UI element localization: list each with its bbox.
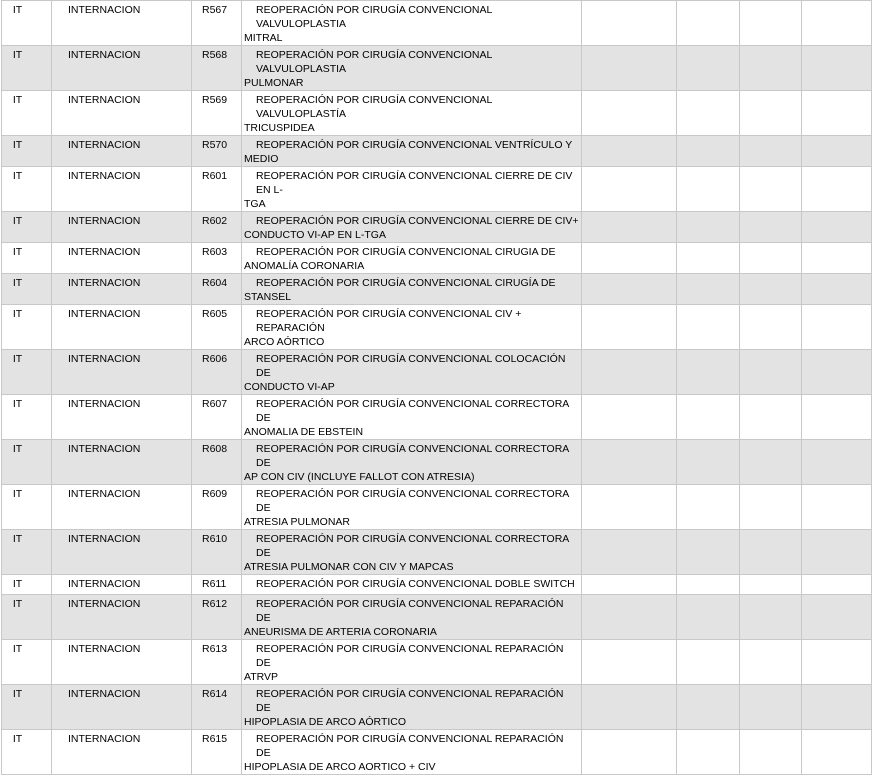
table-row xyxy=(2,350,872,395)
empty-cell xyxy=(677,440,740,485)
area-cell: INTERNACION xyxy=(52,305,192,350)
description-continuation: MITRAL xyxy=(244,32,283,44)
description-cell xyxy=(242,91,582,136)
description-continuation: ARCO AÓRTICO xyxy=(244,336,325,348)
empty-cell xyxy=(677,595,740,640)
description-line: REOPERACIÓN POR CIRUGÍA CONVENCIONAL CIRUGIA DE xyxy=(256,246,556,258)
empty-cell xyxy=(740,350,802,395)
tipo-cell: IT xyxy=(2,167,52,212)
area-cell: INTERNACION xyxy=(52,640,192,685)
table-row xyxy=(2,395,872,440)
description-continuation: CONDUCTO VI-AP EN L-TGA xyxy=(244,229,386,241)
description-continuation: HIPOPLASIA DE ARCO AÓRTICO xyxy=(244,716,407,728)
empty-cell xyxy=(740,91,802,136)
empty-cell xyxy=(740,212,802,243)
description-continuation: ATRVP xyxy=(244,671,279,683)
tipo-cell: IT xyxy=(2,685,52,730)
description-cell xyxy=(242,274,582,305)
description-cell xyxy=(242,595,582,640)
description-continuation: ANOMALIA DE EBSTEIN xyxy=(244,426,364,438)
empty-cell xyxy=(802,485,872,530)
area-cell: INTERNACION xyxy=(52,1,192,46)
description-continuation: PULMONAR xyxy=(244,77,304,89)
table-row xyxy=(2,274,872,305)
table-row xyxy=(2,595,872,640)
tipo-cell: IT xyxy=(2,640,52,685)
table-row xyxy=(2,575,872,595)
empty-cell xyxy=(582,730,677,775)
description-continuation: MEDIO xyxy=(244,153,279,165)
tipo-cell: IT xyxy=(2,274,52,305)
empty-cell xyxy=(582,485,677,530)
empty-cell xyxy=(677,305,740,350)
empty-cell xyxy=(802,1,872,46)
empty-cell xyxy=(582,530,677,575)
empty-cell xyxy=(582,91,677,136)
empty-cell xyxy=(677,212,740,243)
empty-cell xyxy=(802,350,872,395)
code-cell: R569 xyxy=(192,91,242,136)
description-cell xyxy=(242,640,582,685)
area-cell: INTERNACION xyxy=(52,91,192,136)
table-row xyxy=(2,305,872,350)
empty-cell xyxy=(677,167,740,212)
table-row xyxy=(2,91,872,136)
area-cell: INTERNACION xyxy=(52,212,192,243)
description-cell xyxy=(242,1,582,46)
tipo-cell: IT xyxy=(2,730,52,775)
description-line: REOPERACIÓN POR CIRUGÍA CONVENCIONAL REPARACIÓN DE xyxy=(256,598,564,624)
description-continuation: STANSEL xyxy=(244,291,292,303)
empty-cell xyxy=(802,46,872,91)
description-cell xyxy=(242,167,582,212)
table-body xyxy=(2,1,872,775)
table-row xyxy=(2,485,872,530)
empty-cell xyxy=(582,305,677,350)
empty-cell xyxy=(677,46,740,91)
empty-cell xyxy=(740,530,802,575)
empty-cell xyxy=(740,685,802,730)
area-cell: INTERNACION xyxy=(52,485,192,530)
code-cell: R570 xyxy=(192,136,242,167)
description-line: REOPERACIÓN POR CIRUGÍA CONVENCIONAL CORRECTORA DE xyxy=(256,398,569,424)
area-cell: INTERNACION xyxy=(52,243,192,274)
description-line: REOPERACIÓN POR CIRUGÍA CONVENCIONAL CIERRE DE CIV EN L- xyxy=(256,170,573,196)
tipo-cell: IT xyxy=(2,91,52,136)
empty-cell xyxy=(582,46,677,91)
description-continuation: TRICUSPIDEA xyxy=(244,122,315,134)
empty-cell xyxy=(740,136,802,167)
area-cell: INTERNACION xyxy=(52,685,192,730)
tipo-cell: IT xyxy=(2,530,52,575)
description-cell xyxy=(242,243,582,274)
area-cell: INTERNACION xyxy=(52,440,192,485)
tipo-cell: IT xyxy=(2,212,52,243)
empty-cell xyxy=(740,575,802,595)
table-row xyxy=(2,685,872,730)
empty-cell xyxy=(740,1,802,46)
area-cell: INTERNACION xyxy=(52,595,192,640)
description-line: REOPERACIÓN POR CIRUGÍA CONVENCIONAL VALVULOPLASTIA xyxy=(256,49,492,75)
description-cell xyxy=(242,730,582,775)
tipo-cell: IT xyxy=(2,136,52,167)
empty-cell xyxy=(740,440,802,485)
description-cell xyxy=(242,136,582,167)
empty-cell xyxy=(802,440,872,485)
area-cell: INTERNACION xyxy=(52,167,192,212)
empty-cell xyxy=(740,274,802,305)
area-cell: INTERNACION xyxy=(52,395,192,440)
empty-cell xyxy=(740,46,802,91)
area-cell: INTERNACION xyxy=(52,274,192,305)
empty-cell xyxy=(677,395,740,440)
area-cell: INTERNACION xyxy=(52,136,192,167)
description-line: REOPERACIÓN POR CIRUGÍA CONVENCIONAL CORRECTORA DE xyxy=(256,488,569,514)
table-row xyxy=(2,1,872,46)
empty-cell xyxy=(802,685,872,730)
empty-cell xyxy=(677,136,740,167)
empty-cell xyxy=(582,395,677,440)
code-cell: R612 xyxy=(192,595,242,640)
description-cell xyxy=(242,305,582,350)
description-continuation: ANOMALÍA CORONARIA xyxy=(244,260,365,272)
empty-cell xyxy=(582,440,677,485)
description-line: REOPERACIÓN POR CIRUGÍA CONVENCIONAL CIV + REPARACIÓN xyxy=(256,308,522,334)
code-cell: R611 xyxy=(192,575,242,595)
code-cell: R606 xyxy=(192,350,242,395)
empty-cell xyxy=(677,530,740,575)
empty-cell xyxy=(677,243,740,274)
empty-cell xyxy=(582,1,677,46)
empty-cell xyxy=(677,91,740,136)
description-line: REOPERACIÓN POR CIRUGÍA CONVENCIONAL VALVULOPLASTIA xyxy=(256,4,492,30)
code-cell: R609 xyxy=(192,485,242,530)
code-cell: R613 xyxy=(192,640,242,685)
code-cell: R604 xyxy=(192,274,242,305)
table-row xyxy=(2,212,872,243)
tipo-cell: IT xyxy=(2,350,52,395)
tipo-cell: IT xyxy=(2,595,52,640)
empty-cell xyxy=(802,136,872,167)
description-cell xyxy=(242,575,582,595)
empty-cell xyxy=(740,167,802,212)
tipo-cell: IT xyxy=(2,46,52,91)
code-cell: R568 xyxy=(192,46,242,91)
description-cell xyxy=(242,485,582,530)
empty-cell xyxy=(740,485,802,530)
description-cell xyxy=(242,395,582,440)
empty-cell xyxy=(740,305,802,350)
description-continuation: AP CON CIV (INCLUYE FALLOT CON ATRESIA) xyxy=(244,471,475,483)
code-cell: R605 xyxy=(192,305,242,350)
code-cell: R602 xyxy=(192,212,242,243)
description-cell xyxy=(242,440,582,485)
empty-cell xyxy=(802,640,872,685)
procedures-table xyxy=(1,0,872,775)
empty-cell xyxy=(802,243,872,274)
empty-cell xyxy=(802,212,872,243)
code-cell: R607 xyxy=(192,395,242,440)
table-row xyxy=(2,243,872,274)
empty-cell xyxy=(802,530,872,575)
empty-cell xyxy=(802,91,872,136)
description-cell xyxy=(242,530,582,575)
empty-cell xyxy=(582,640,677,685)
description-line: REOPERACIÓN POR CIRUGÍA CONVENCIONAL REPARACIÓN DE xyxy=(256,643,564,669)
description-cell xyxy=(242,46,582,91)
code-cell: R614 xyxy=(192,685,242,730)
tipo-cell: IT xyxy=(2,440,52,485)
empty-cell xyxy=(582,685,677,730)
empty-cell xyxy=(677,485,740,530)
area-cell: INTERNACION xyxy=(52,575,192,595)
empty-cell xyxy=(740,243,802,274)
empty-cell xyxy=(740,640,802,685)
table-row xyxy=(2,440,872,485)
empty-cell xyxy=(802,305,872,350)
tipo-cell: IT xyxy=(2,1,52,46)
description-line: REOPERACIÓN POR CIRUGÍA CONVENCIONAL VALVULOPLASTÍA xyxy=(256,94,492,120)
table-row xyxy=(2,167,872,212)
code-cell: R610 xyxy=(192,530,242,575)
table-row xyxy=(2,640,872,685)
description-continuation: ATRESIA PULMONAR xyxy=(244,516,350,528)
description-cell xyxy=(242,350,582,395)
table-row xyxy=(2,530,872,575)
code-cell: R567 xyxy=(192,1,242,46)
empty-cell xyxy=(582,243,677,274)
empty-cell xyxy=(582,167,677,212)
description-line: REOPERACIÓN POR CIRUGÍA CONVENCIONAL CIRUGÍA DE xyxy=(256,277,556,289)
description-line: REOPERACIÓN POR CIRUGÍA CONVENCIONAL CORRECTORA DE xyxy=(256,443,569,469)
empty-cell xyxy=(677,685,740,730)
area-cell: INTERNACION xyxy=(52,730,192,775)
tipo-cell: IT xyxy=(2,485,52,530)
area-cell: INTERNACION xyxy=(52,46,192,91)
empty-cell xyxy=(582,274,677,305)
description-line: REOPERACIÓN POR CIRUGÍA CONVENCIONAL CORRECTORA DE xyxy=(256,533,569,559)
empty-cell xyxy=(582,350,677,395)
description-line: REOPERACIÓN POR CIRUGÍA CONVENCIONAL CIERRE DE CIV+ xyxy=(256,215,579,227)
empty-cell xyxy=(802,730,872,775)
description-line: REOPERACIÓN POR CIRUGÍA CONVENCIONAL REPARACIÓN DE xyxy=(256,733,564,759)
area-cell: INTERNACION xyxy=(52,530,192,575)
empty-cell xyxy=(677,274,740,305)
description-continuation: TGA xyxy=(244,198,266,210)
description-continuation: ANEURISMA DE ARTERIA CORONARIA xyxy=(244,626,437,638)
empty-cell xyxy=(740,595,802,640)
tipo-cell: IT xyxy=(2,575,52,595)
table-row xyxy=(2,46,872,91)
description-continuation: HIPOPLASIA DE ARCO AORTICO + CIV xyxy=(244,761,436,773)
description-cell xyxy=(242,685,582,730)
empty-cell xyxy=(802,395,872,440)
description-line: REOPERACIÓN POR CIRUGÍA CONVENCIONAL REPARACIÓN DE xyxy=(256,688,564,714)
empty-cell xyxy=(677,730,740,775)
empty-cell xyxy=(582,575,677,595)
empty-cell xyxy=(802,575,872,595)
empty-cell xyxy=(582,212,677,243)
tipo-cell: IT xyxy=(2,305,52,350)
code-cell: R603 xyxy=(192,243,242,274)
description-continuation: CONDUCTO VI-AP xyxy=(244,381,335,393)
empty-cell xyxy=(582,595,677,640)
empty-cell xyxy=(802,167,872,212)
description-line: REOPERACIÓN POR CIRUGÍA CONVENCIONAL COLOCACIÓN DE xyxy=(256,353,566,379)
empty-cell xyxy=(740,730,802,775)
empty-cell xyxy=(677,1,740,46)
table-row xyxy=(2,136,872,167)
empty-cell xyxy=(677,575,740,595)
code-cell: R615 xyxy=(192,730,242,775)
empty-cell xyxy=(677,350,740,395)
description-line: REOPERACIÓN POR CIRUGÍA CONVENCIONAL DOBLE SWITCH xyxy=(256,578,575,590)
description-line: REOPERACIÓN POR CIRUGÍA CONVENCIONAL VENTRÍCULO Y xyxy=(256,139,573,151)
description-continuation: ATRESIA PULMONAR CON CIV Y MAPCAS xyxy=(244,561,454,573)
table-row xyxy=(2,730,872,775)
code-cell: R601 xyxy=(192,167,242,212)
tipo-cell: IT xyxy=(2,395,52,440)
area-cell: INTERNACION xyxy=(52,350,192,395)
tipo-cell: IT xyxy=(2,243,52,274)
code-cell: R608 xyxy=(192,440,242,485)
empty-cell xyxy=(677,640,740,685)
empty-cell xyxy=(582,136,677,167)
empty-cell xyxy=(802,595,872,640)
empty-cell xyxy=(802,274,872,305)
description-cell xyxy=(242,212,582,243)
empty-cell xyxy=(740,395,802,440)
